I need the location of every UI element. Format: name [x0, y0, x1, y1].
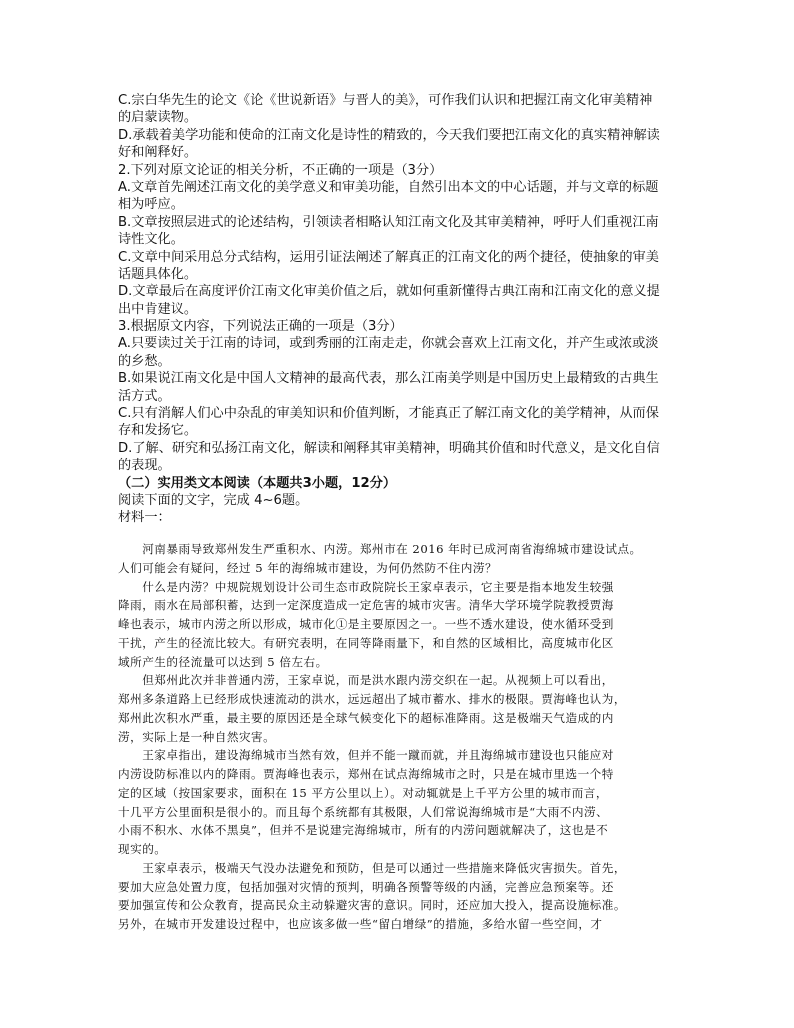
material-line: 十几平方公里面积是很小的。而且每个系统都有其极限，人们常说海绵城市是“大雨不内涝、 [118, 804, 609, 819]
text-line: 出中肯建议。 [118, 301, 198, 317]
text-line: D.承载着美学功能和使命的江南文化是诗性的精致的，今天我们要把江南文化的真实精神解读 [118, 127, 660, 143]
material-line: 郑州多条道路上已经形成快速流动的洪水，远远超出了城市蓄水、排水的极限。贾海峰也认为， [118, 692, 626, 706]
text-line: 的表现。 [118, 458, 171, 474]
text-line: 话题具体化。 [118, 266, 198, 282]
material-line: 人们可能会有疑问，经过 5 年的海绵城市建设，为何仍然防不住内涝？ [118, 560, 498, 575]
instruction-line: 阅读下面的文字，完成 4~6题。 [118, 492, 309, 508]
text-line: D.文章最后在高度评价江南文化审美价值之后，就如何重新懂得古典江南和江南文化的意义提 [118, 284, 660, 300]
text-line: 的乡愁。 [118, 353, 171, 369]
text-line: C.宗白华先生的论文《论《世说新语》与晋人的美》，可作我们认识和把握江南文化审美精神 [118, 93, 653, 108]
text-line: 活方式。 [118, 388, 171, 404]
text-line: A.只要读过关于江南的诗词，或到秀丽的江南走走，你就会喜欢上江南文化，并产生或浓或淡 [118, 336, 659, 352]
material-line: 内涝设防标准以内的降雨。贾海峰也表示，郑州在试点海绵城市之时，只是在城市里选一个特 [118, 767, 614, 781]
question-2-stem: 2.下列对原文论证的相关分析，不正确的一项是（3分） [118, 162, 443, 178]
material-line: 降雨，雨水在局部积蓄，达到一定深度造成一定危害的城市灾害。清华大学环境学院教授贾海 [118, 598, 614, 613]
section-heading: （二）实用类文本阅读（本题共3小题，12分） [118, 475, 397, 491]
text-line: D.了解、研究和弘扬江南文化，解读和阐释其审美精神，明确其价值和时代意义，是文化自信 [118, 440, 660, 456]
material-line: 域所产生的径流量可以达到 5 倍左右。 [118, 654, 328, 669]
material-line: 小雨不积水、水体不黑臭”，但并不是说建完海绵城市，所有的内涝问题就解决了，这也是不 [118, 823, 609, 838]
material-one-text [118, 540, 693, 934]
material-line: 王家卓指出，建设海绵城市当然有效，但并不能一蹴而就，并且海绵城市建设也只能应对 [118, 748, 614, 763]
material-line: 王家卓表示，极端天气没办法避免和预防，但是可以通过一些措施来降低灾害损失。首先， [118, 860, 626, 875]
text-line: 相为呼应。 [118, 197, 184, 213]
exam-text-upper [118, 92, 688, 527]
material-line: 什么是内涝？中规院规划设计公司生态市政院院长王家卓表示，它主要是指本地发生较强 [118, 579, 614, 594]
material-line: 峰也表示，城市内涝之所以形成，城市化①是主要原因之一。一些不透水建设，使水循环受到 [118, 617, 614, 631]
material-line: 涝，实际上是一种自然灾害。 [118, 729, 276, 744]
material-line: 但郑州此次并非普通内涝，王家卓说，而是洪水跟内涝交织在一起。从视频上可以看出， [118, 673, 614, 688]
material-line: 郑州此次积水严重，最主要的原因还是全球气候变化下的超标准降雨。这是极端天气造成的内 [118, 710, 614, 725]
material-line: 要加强宣传和公众教育，提高民众主动躲避灾害的意识。同时，还应加大投入，提高设施标准。 [118, 898, 626, 913]
text-line: A.文章首先阐述江南文化的美学意义和审美功能，自然引出本文的中心话题，并与文章的标题 [118, 179, 659, 195]
text-line: C.只有消解人们心中杂乱的审美知识和价值判断，才能真正了解江南文化的美学精神，从而保 [118, 406, 659, 422]
material-line: 另外，在城市开发建设过程中，也应该多做一些“留白增绿”的措施，多给水留一些空间，才 [118, 917, 603, 931]
text-line: C.文章中间采用总分式结构，运用引证法阐述了解真正的江南文化的两个捷径，使抽象的审美 [118, 249, 659, 265]
text-line: B.如果说江南文化是中国人文精神的最高代表，那么江南美学则是中国历史上最精致的古典生 [118, 371, 659, 387]
material-line: 干扰，产生的径流比较大。有研究表明，在同等降雨量下，和自然的区域相比，高度城市化区 [118, 635, 614, 650]
material-line: 河南暴雨导致郑州发生严重积水、内涝。郑州市在 2016 年时已成河南省海绵城市建设试点。 [118, 542, 642, 556]
material-label: 材料一： [118, 510, 171, 526]
text-line: 好和阐释好。 [118, 145, 198, 161]
material-line: 要加大应急处置力度，包括加强对灾情的预判，明确各预警等级的内涵，完善应急预案等。还 [118, 879, 614, 894]
material-line: 现实的。 [118, 842, 167, 856]
text-line: B.文章按照层进式的论述结构，引领读者相略认知江南文化及其审美精神，呼吁人们重视江南 [118, 214, 659, 230]
text-line: 诗性文化。 [118, 232, 184, 248]
text-line: 存和发扬它。 [118, 423, 198, 439]
text-line: 的启蒙读物。 [118, 110, 198, 126]
material-line: 定的区域（按国家要求，面积在 15 平方公里以上）。对动辄就是上千平方公里的城市而言， [118, 785, 608, 800]
question-3-stem: 3.根据原文内容，下列说法正确的一项是（3分） [118, 319, 403, 335]
